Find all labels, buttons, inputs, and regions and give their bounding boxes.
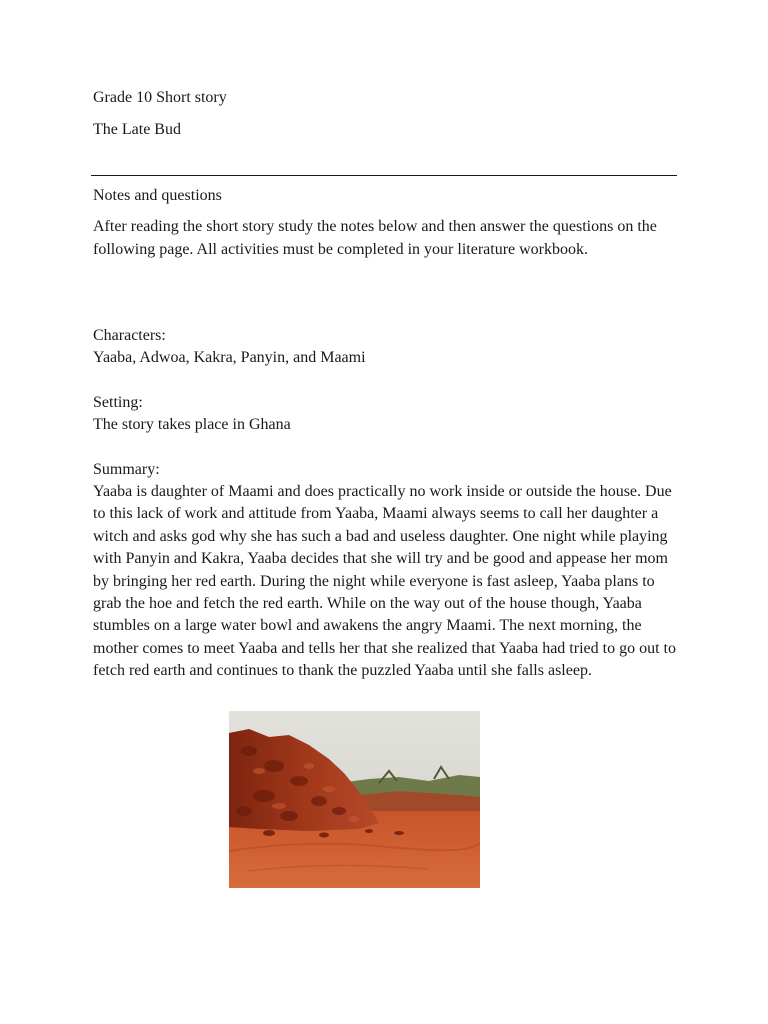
summary-text: Yaaba is daughter of Maami and does practically no work inside or outside the house. Due to this lack of work and attitude from Yaaba, Maami always seems to call her daughter a witch and asks god why she has such a bad and useless daughter. One night while playing with Panyin and Kakra, Yaaba decides that she will try and be good and appease her mom by bringing her red earth. During the night while everyone is fast asleep, Yaaba plans to grab the hoe and fetch the red earth. While on the way out of the house though, Yaaba stumbles on a large water bowl and awakens the angry Maami. The next morning, the mother comes to meet Yaaba and tells her that she realized that Yaaba had tried to go out to fetch red earth and continues to thank the puzzled Yaaba until she falls asleep. (93, 483, 676, 680)
red-earth-illustration (229, 711, 480, 888)
characters-text: Yaaba, Adwoa, Kakra, Panyin, and Maami (93, 349, 366, 366)
red-earth-photo (229, 711, 480, 888)
characters-label: Characters: (93, 327, 166, 344)
characters-section (93, 325, 366, 369)
summary-label: Summary: (93, 461, 160, 478)
setting-text: The story takes place in Ghana (93, 416, 291, 433)
notes-intro: After reading the short story study the notes below and then answer the questions on the following page. All activities must be completed in your literature workbook. (93, 218, 657, 258)
summary-section (93, 459, 683, 683)
grade-heading: Grade 10 Short story (93, 89, 227, 106)
setting-section (93, 392, 291, 436)
setting-label: Setting: (93, 394, 143, 411)
horizontal-divider (91, 175, 677, 176)
notes-heading: Notes and questions (93, 187, 222, 204)
story-title: The Late Bud (93, 121, 181, 138)
